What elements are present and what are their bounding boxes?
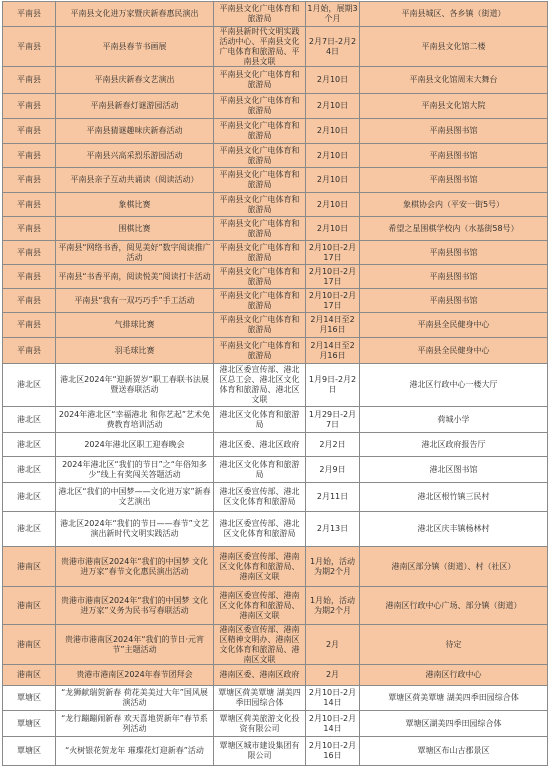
event-name-cell: 贵港市港南区2024年“我们的节日·元宵节”主题活动	[56, 625, 214, 664]
date-cell: 2月10日	[306, 144, 360, 167]
district-cell: 平南县	[3, 265, 56, 288]
district-cell: 港北区	[3, 407, 56, 432]
venue-cell: 平南县文化馆大院	[360, 94, 548, 118]
organizer-cell: 平南县文化广电体育和旅游局	[214, 289, 306, 312]
table-row	[3, 144, 548, 168]
organizer-cell: 港北区委宣传部、港北区总工会、港北区文化体育和旅游局、港北区文联	[214, 364, 306, 406]
district-cell: 平南县	[3, 67, 56, 93]
event-name-cell: 平南县春节书画展	[56, 27, 214, 66]
organizer-cell: 港南区委宣传部、港南区文化体育和旅游局、港南区文联	[214, 547, 306, 586]
date-cell: 2月11日	[306, 483, 360, 511]
table-row	[3, 547, 548, 587]
venue-cell: 港南区部分镇（街道）、村（社区）	[360, 547, 548, 586]
event-name-cell: 贵港市港南区2024年“我们的中国梦 文化进万家”义务为民书写春联活动	[56, 587, 214, 624]
district-cell: 港北区	[3, 483, 56, 511]
venue-cell: 荷城小学	[360, 407, 548, 432]
organizer-cell: 平南县文化广电体育和旅游局	[214, 265, 306, 288]
venue-cell: 港南区行政中心广场、部分镇（街道）	[360, 587, 548, 624]
table-row	[3, 193, 548, 217]
table-row	[3, 217, 548, 241]
venue-cell: 港北区根竹镇三民村	[360, 483, 548, 511]
venue-cell: 平南县全民健身中心	[360, 313, 548, 337]
table-row	[3, 625, 548, 665]
district-cell: 覃塘区	[3, 686, 56, 710]
organizer-cell: 覃塘区荷美旅游文化投资有限公司	[214, 711, 306, 736]
date-cell: 2月7日-2月24日	[306, 27, 360, 66]
date-cell: 2月10日	[306, 193, 360, 216]
date-cell: 2月10日-2月14日	[306, 686, 360, 710]
event-name-cell: 平南县“网络书香，阅见美好”数字阅读推广活动	[56, 241, 214, 264]
organizer-cell: 平南县文化广电体育和旅游局	[214, 217, 306, 240]
date-cell: 2月2日	[306, 433, 360, 456]
event-name-cell: 围棋比赛	[56, 217, 214, 240]
table-row	[3, 364, 548, 407]
table-row	[3, 587, 548, 625]
date-cell: 2月10日	[306, 119, 360, 143]
table-row	[3, 168, 548, 193]
venue-cell: 平南县城区、各乡镇（街道）	[360, 2, 548, 26]
organizer-cell: 平南县文化广电体育和旅游局	[214, 67, 306, 93]
event-schedule-table	[2, 1, 548, 766]
district-cell: 平南县	[3, 119, 56, 143]
organizer-cell: 港北区委宣传部、港北区文化体育和旅游局	[214, 512, 306, 546]
table-row	[3, 241, 548, 265]
event-name-cell: 平南县亲子互动共诵读（阅读活动）	[56, 168, 214, 192]
venue-cell: 平南县图书馆	[360, 289, 548, 312]
organizer-cell: 平南县文化广电体育和旅游局	[214, 168, 306, 192]
event-name-cell: 港北区“我们的中国梦——文化进万家”新春文艺演出	[56, 483, 214, 511]
venue-cell: 平南县图书馆	[360, 119, 548, 143]
date-cell: 2月14日至2月16日	[306, 313, 360, 337]
table-row	[3, 289, 548, 313]
organizer-cell: 平南县文化广电体育和旅游局	[214, 338, 306, 363]
organizer-cell: 平南县文化广电体育和旅游局	[214, 119, 306, 143]
district-cell: 平南县	[3, 217, 56, 240]
venue-cell: 平南县文化馆二楼	[360, 27, 548, 66]
district-cell: 平南县	[3, 144, 56, 167]
event-name-cell: 平南县新春灯谜游园活动	[56, 94, 214, 118]
event-name-cell: 平南县庆新春文艺演出	[56, 67, 214, 93]
event-name-cell: “龙狮献瑞贺新春 荷花美美过大年”国风展演活动	[56, 686, 214, 710]
event-name-cell: 平南县文化进万家暨庆新春惠民演出	[56, 2, 214, 26]
event-name-cell: “龙行蹦蹦闹新春 欢天喜地贺新年”春节系列活动	[56, 711, 214, 736]
district-cell: 平南县	[3, 289, 56, 312]
district-cell: 平南县	[3, 94, 56, 118]
date-cell: 2月10日-2月16日	[306, 737, 360, 765]
venue-cell: 港南区行政中心	[360, 665, 548, 685]
event-name-cell: 港北区2024年“迎新贺岁”职工春联书法展暨送春联活动	[56, 364, 214, 406]
organizer-cell: 港南区委宣传部、港南区文化体育和旅游局、港南区文联	[214, 587, 306, 624]
organizer-cell: 平南县文化广电体育和旅游局	[214, 144, 306, 167]
table-row	[3, 433, 548, 457]
organizer-cell: 覃塘区荷美覃塘 湖美四季田园综合体	[214, 686, 306, 710]
district-cell: 平南县	[3, 193, 56, 216]
table-row	[3, 665, 548, 686]
date-cell: 2月10日	[306, 94, 360, 118]
venue-cell: 覃塘区布山古郡景区	[360, 737, 548, 765]
event-name-cell: 港北区2024年“我们的节日——春节”文艺演出新时代文明实践活动	[56, 512, 214, 546]
date-cell: 2月	[306, 665, 360, 685]
organizer-cell: 港北区文化体育和旅游局	[214, 457, 306, 482]
event-name-cell: 象棋比赛	[56, 193, 214, 216]
venue-cell: 港北区行政中心一楼大厅	[360, 364, 548, 406]
event-name-cell: 平南县“我有一双巧巧手”手工活动	[56, 289, 214, 312]
event-name-cell: 2024年港北区“我们的节日”之“年俗知多少”线上有奖闯关答题活动	[56, 457, 214, 482]
date-cell: 2月10日	[306, 217, 360, 240]
organizer-cell: 港南区委、港南区政府	[214, 665, 306, 685]
district-cell: 港北区	[3, 364, 56, 406]
venue-cell: 平南县全民健身中心	[360, 338, 548, 363]
district-cell: 港南区	[3, 547, 56, 586]
table-row	[3, 407, 548, 433]
district-cell: 平南县	[3, 241, 56, 264]
district-cell: 平南县	[3, 338, 56, 363]
event-name-cell: 平南县猜谜趣味庆新春活动	[56, 119, 214, 143]
district-cell: 港南区	[3, 625, 56, 664]
organizer-cell: 平南县文化广电体育和旅游局	[214, 193, 306, 216]
event-name-cell: 贵港市港南区2024年春节团拜会	[56, 665, 214, 685]
date-cell: 2月13日	[306, 512, 360, 546]
organizer-cell: 港北区委、港北区政府	[214, 433, 306, 456]
venue-cell: 平南县图书馆	[360, 168, 548, 192]
table-row	[3, 67, 548, 94]
table-row	[3, 686, 548, 711]
table-row	[3, 338, 548, 364]
district-cell: 平南县	[3, 2, 56, 26]
venue-cell: 平南县文化馆周末大舞台	[360, 67, 548, 93]
organizer-cell: 平南县文化广电体育和旅游局	[214, 94, 306, 118]
date-cell: 2月10日	[306, 67, 360, 93]
table-row	[3, 483, 548, 512]
venue-cell: 覃塘区荷美覃塘 湖美四季田园综合体	[360, 686, 548, 710]
district-cell: 平南县	[3, 168, 56, 192]
organizer-cell: 覃塘区城市建设集团有限公司	[214, 737, 306, 765]
table-row	[3, 313, 548, 338]
venue-cell: 港北区政府报告厅	[360, 433, 548, 456]
organizer-cell: 港南区委宣传部、港南区精神文明办、港南区文化体育和旅游局、港南区文联	[214, 625, 306, 664]
table-row	[3, 27, 548, 67]
district-cell: 港北区	[3, 512, 56, 546]
venue-cell: 平南县图书馆	[360, 144, 548, 167]
district-cell: 港北区	[3, 457, 56, 482]
venue-cell: 希望之星围棋学校内（水基街58号）	[360, 217, 548, 240]
venue-cell: 港北区庆丰镇杨林村	[360, 512, 548, 546]
event-name-cell: 羽毛球比赛	[56, 338, 214, 363]
table-row	[3, 457, 548, 483]
table-row	[3, 737, 548, 766]
district-cell: 平南县	[3, 27, 56, 66]
district-cell: 港南区	[3, 587, 56, 624]
date-cell: 2月10日-2月14日	[306, 711, 360, 736]
event-name-cell: 贵港市港南区2024年“我们的中国梦 文化进万家”春节文化惠民演出活动	[56, 547, 214, 586]
date-cell: 2月14日至2月16日	[306, 338, 360, 363]
table-row	[3, 265, 548, 289]
date-cell: 2月10日	[306, 168, 360, 192]
district-cell: 平南县	[3, 313, 56, 337]
date-cell: 1月29日-2月7日	[306, 407, 360, 432]
venue-cell: 港北区图书馆	[360, 457, 548, 482]
date-cell: 2月10日-2月17日	[306, 289, 360, 312]
date-cell: 2月10日-2月17日	[306, 241, 360, 264]
venue-cell: 覃塘区湖美四季田园综合体	[360, 711, 548, 736]
date-cell: 2月	[306, 625, 360, 664]
organizer-cell: 平南县文化广电体育和旅游局	[214, 313, 306, 337]
venue-cell: 平南县图书馆	[360, 265, 548, 288]
date-cell: 2月9日	[306, 457, 360, 482]
organizer-cell: 平南县文化广电体育和旅游局	[214, 241, 306, 264]
event-name-cell: “火树银花贺龙年 璀璨花灯迎新春”活动	[56, 737, 214, 765]
table-row	[3, 2, 548, 27]
district-cell: 覃塘区	[3, 711, 56, 736]
table-row	[3, 119, 548, 144]
organizer-cell: 平南县新时代文明实践活动中心、平南县文化广电体育和旅游局、平南县文联	[214, 27, 306, 66]
date-cell: 1月9日-2月2日	[306, 364, 360, 406]
organizer-cell: 平南县文化广电体育和旅游局	[214, 2, 306, 26]
district-cell: 港南区	[3, 665, 56, 685]
event-name-cell: 平南县“书香平南，阅读悦美”阅读打卡活动	[56, 265, 214, 288]
date-cell: 1月始，活动为期2个月	[306, 547, 360, 586]
date-cell: 2月10日-2月17日	[306, 265, 360, 288]
venue-cell: 平南县图书馆	[360, 241, 548, 264]
event-name-cell: 2024年港北区“幸福港北 和你艺起”艺术免费教育培训活动	[56, 407, 214, 432]
event-name-cell: 平南县兴高采烈乐游园活动	[56, 144, 214, 167]
venue-cell: 待定	[360, 625, 548, 664]
organizer-cell: 港北区文化体育和旅游局	[214, 407, 306, 432]
organizer-cell: 港北区委宣传部、港北区文化体育和旅游局	[214, 483, 306, 511]
district-cell: 覃塘区	[3, 737, 56, 765]
date-cell: 1月始，展期3个月	[306, 2, 360, 26]
event-name-cell: 气排球比赛	[56, 313, 214, 337]
district-cell: 港北区	[3, 433, 56, 456]
venue-cell: 象棋协会内（平安一街5号）	[360, 193, 548, 216]
table-row	[3, 711, 548, 737]
date-cell: 1月始，活动为期2个月	[306, 587, 360, 624]
event-name-cell: 2024年港北区职工迎春晚会	[56, 433, 214, 456]
table-row	[3, 512, 548, 547]
table-row	[3, 94, 548, 119]
